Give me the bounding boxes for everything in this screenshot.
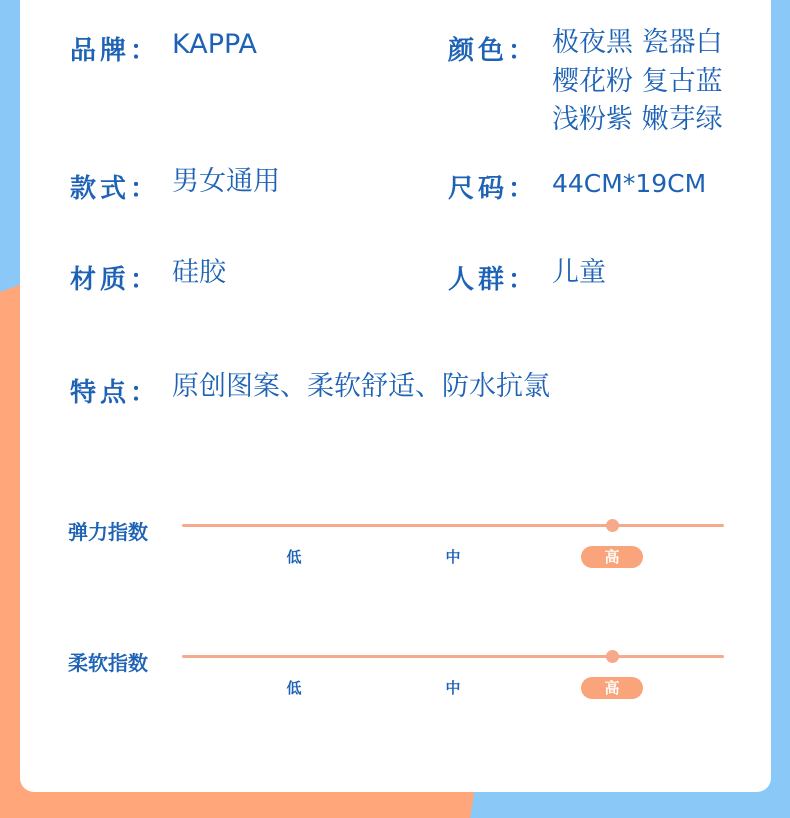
material-value: 硅胶 [172, 257, 226, 288]
elasticity-level-high: 高 [581, 546, 643, 568]
audience-value: 儿童 [552, 257, 606, 288]
elasticity-index-marker [606, 519, 619, 532]
softness-index-marker [606, 650, 619, 663]
elasticity-index-label: 弹力指数 [68, 520, 148, 544]
elasticity-level-low: 低 [286, 548, 302, 566]
elasticity-level-mid: 中 [445, 548, 461, 566]
color-values [552, 24, 723, 140]
audience-label: 人群： [448, 265, 539, 295]
brand-label: 品牌： [70, 36, 161, 66]
softness-index-track [182, 655, 724, 658]
softness-level-mid: 中 [445, 679, 461, 697]
color-label: 颜色： [448, 36, 539, 66]
softness-index-label: 柔软指数 [68, 651, 148, 675]
style-label: 款式： [70, 174, 161, 204]
brand-value: KAPPA [172, 29, 258, 60]
color-line-2: 樱花粉 复古蓝 [552, 65, 723, 97]
softness-level-high: 高 [581, 677, 643, 699]
softness-level-low: 低 [286, 679, 302, 697]
color-line-1: 极夜黑 瓷器白 [552, 27, 723, 58]
spec-card [20, 0, 771, 792]
color-line-3: 浅粉紫 嫩芽绿 [552, 104, 723, 135]
style-value: 男女通用 [172, 166, 280, 197]
material-label: 材质： [70, 265, 161, 295]
elasticity-index-track [182, 524, 724, 527]
size-value: 44CM*19CM [552, 169, 707, 198]
features-label: 特点： [70, 378, 161, 408]
size-label: 尺码： [448, 174, 539, 204]
features-value: 原创图案、柔软舒适、防水抗氯 [172, 371, 550, 402]
